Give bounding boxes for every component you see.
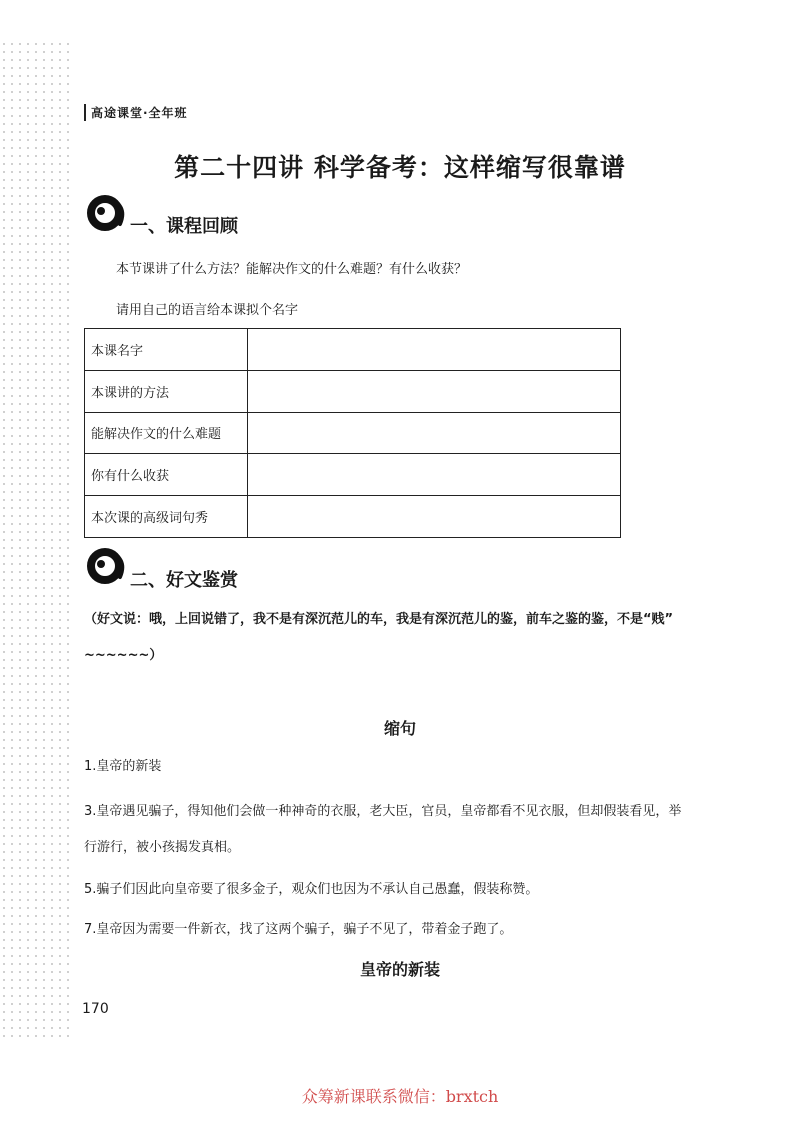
table-row: [85, 370, 621, 412]
table-row: [85, 496, 621, 538]
appreciation-note-end: ~~~~~~）: [84, 648, 163, 663]
review-table: [84, 328, 621, 538]
table-row-label: 你有什么收获: [85, 454, 248, 496]
table-row-answer[interactable]: [248, 329, 621, 371]
page-number: 170: [82, 1001, 109, 1017]
table-row-answer[interactable]: [248, 412, 621, 454]
header-tag: 高途课堂·全年班: [84, 104, 188, 121]
table-row-answer[interactable]: [248, 496, 621, 538]
table-row-label: 本课名字: [85, 329, 248, 371]
table-row-answer[interactable]: [248, 454, 621, 496]
list-item: 行游行，被小孩揭发真相。: [84, 840, 241, 855]
list-item: 3.皇帝遇见骗子，得知他们会做一种神奇的衣服，老大臣，官员，皇帝都看不见衣服，但却假装看见，举: [84, 804, 682, 819]
list-item: 5.骗子们因此向皇帝要了很多金子，观众们也因为不承认自己愚蠢，假装称赞。: [84, 882, 539, 897]
review-instruction: 请用自己的语言给本课拟个名字: [116, 303, 299, 318]
section-heading-appreciation: 二、好文鉴赏: [130, 570, 238, 591]
page-title: 第二十四讲 科学备考：这样缩写很靠谱: [174, 153, 626, 182]
brush-circle-icon: [86, 545, 128, 587]
watermark: 众筹新课联系微信：brxtch: [301, 1087, 499, 1106]
story-title: 皇帝的新装: [359, 960, 440, 979]
table-row-answer[interactable]: [248, 370, 621, 412]
brush-circle-icon: [86, 192, 128, 234]
list-item: 7.皇帝因为需要一件新衣，找了这两个骗子，骗子不见了，带着金子跑了。: [84, 922, 513, 937]
table-row: [85, 412, 621, 454]
review-question: 本节课讲了什么方法？能解决作文的什么难题？有什么收获？: [116, 262, 468, 277]
appreciation-note: （好文说：哦，上回说错了，我不是有深沉范儿的车，我是有深沉范儿的鉴，前车之鉴的鉴，不是“贱”: [84, 612, 674, 627]
shrink-heading: 缩句: [383, 719, 416, 738]
table-row-label: 本课讲的方法: [85, 370, 248, 412]
dotted-margin: [0, 40, 72, 1040]
table-row-label: 本次课的高级词句秀: [85, 496, 248, 538]
table-row: [85, 329, 621, 371]
section-heading-review: 一、课程回顾: [130, 216, 238, 237]
list-item: 1.皇帝的新装: [84, 759, 162, 774]
table-row: [85, 454, 621, 496]
table-row-label: 能解决作文的什么难题: [85, 412, 248, 454]
